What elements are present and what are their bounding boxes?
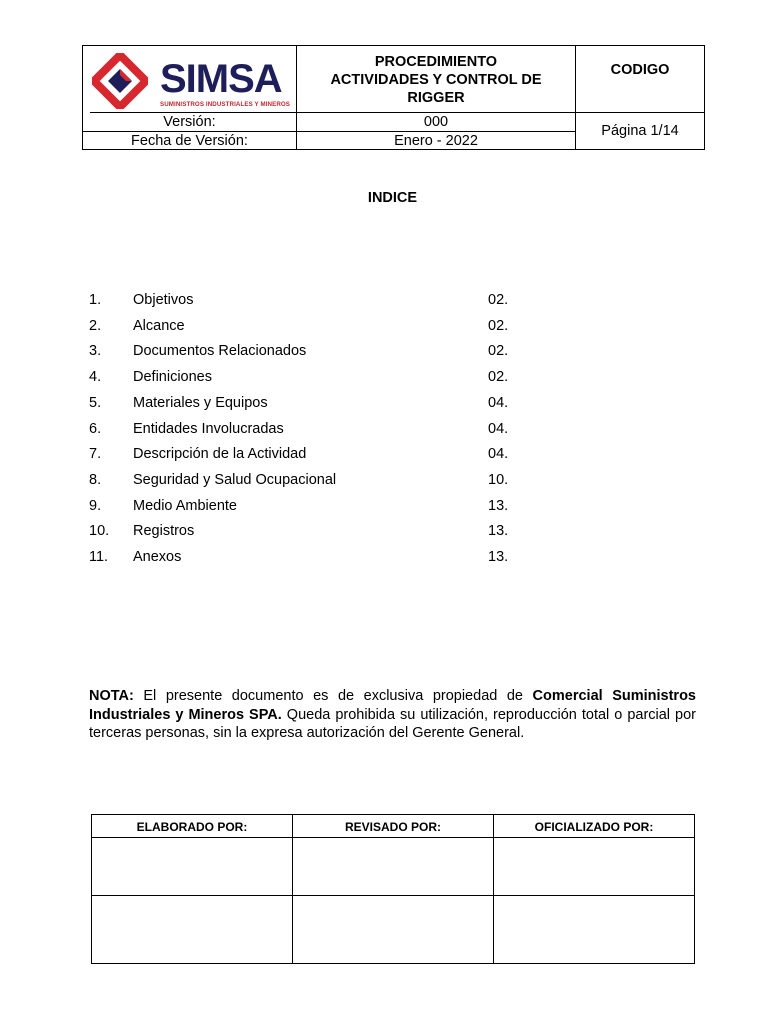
index-item-num: 4. [89,369,102,386]
title-line-1: PROCEDIMIENTO [374,53,498,70]
index-item-page: 04. [488,394,509,411]
note-label: NOTA: [89,688,134,704]
page-number: Página 1/14 [601,123,679,139]
index-item-num: 6. [89,420,102,437]
title-line-3: RIGGER [407,89,465,106]
index-item-page: 02. [488,343,509,360]
company-name: SIMSA [160,57,282,101]
version-value: 000 [423,114,449,130]
index-item-label: Definiciones [133,369,212,386]
index-item-page: 02. [488,292,509,308]
index-item-label: Registros [133,523,195,540]
index-item-page: 13. [488,523,509,540]
title-line-2: ACTIVIDADES Y CONTROL DE [330,71,542,88]
index-item-label: Entidades Involucradas [133,420,284,437]
note-company: Comercial Suministros Industriales y Mineros SPA. [89,688,697,723]
index-item-num: 2. [89,317,102,334]
date-label: Fecha de Versión: [131,132,248,149]
index-item-label: Materiales y Equipos [133,394,268,411]
index-item-label: Alcance [133,317,185,334]
index-item-label: Objetivos [133,292,194,308]
elaborado-header: ELABORADO POR: [136,819,248,834]
company-logo [90,51,291,109]
index-item [0,369,768,389]
index-item-label: Documentos Relacionados [133,343,307,360]
document-header [82,45,705,150]
revisado-header: REVISADO POR: [344,819,441,834]
index-item [0,446,768,466]
diamond-logo-icon [92,53,148,109]
index-item [0,318,768,338]
date-value: Enero - 2022 [394,132,478,149]
index-item [0,343,768,363]
version-label: Versión: [163,114,216,130]
company-tagline: SUMINISTROS INDUSTRIALES Y MINEROS [160,101,291,108]
index-item [0,421,768,441]
index-item-num: 5. [89,394,102,411]
code-label: CODIGO [610,62,670,78]
note-text-1: El presente documento es de exclusiva propiedad de [133,688,533,704]
index-item [0,523,768,543]
index-item-page: 02. [488,317,509,334]
index-item-label: Medio Ambiente [133,497,237,514]
index-item-num: 1. [89,292,102,308]
index-item-label: Anexos [133,549,182,565]
index-item [0,498,768,518]
oficializado-header: OFICIALIZADO POR: [534,819,654,834]
index-item-num: 3. [89,343,102,360]
signature-table [91,814,695,964]
index-item-page: 04. [488,420,509,437]
index-item-num: 9. [89,497,102,514]
index-item-num: 8. [89,471,102,488]
index-item-label: Descripción de la Actividad [133,446,307,463]
note-text-2: Queda prohibida su utilización, reproducción total o parcial por terceras personas, sin la expresa autorización del Gerente General. [89,706,696,741]
index-item-page: 04. [488,446,509,463]
index-item-page: 13. [488,549,509,565]
index-title: INDICE [367,190,418,206]
index-item-num: 10. [89,523,110,540]
document-title [297,47,575,112]
index-item-page: 13. [488,497,509,514]
index-item-page: 10. [488,471,509,488]
index-item [0,472,768,492]
index-item [0,549,768,569]
index-item [0,292,768,312]
index-item-label: Seguridad y Salud Ocupacional [133,471,337,488]
index-item [0,395,768,415]
ownership-note [89,687,696,743]
index-item-num: 11. [89,549,109,565]
index-item-num: 7. [89,446,102,463]
index-item-page: 02. [488,369,509,386]
